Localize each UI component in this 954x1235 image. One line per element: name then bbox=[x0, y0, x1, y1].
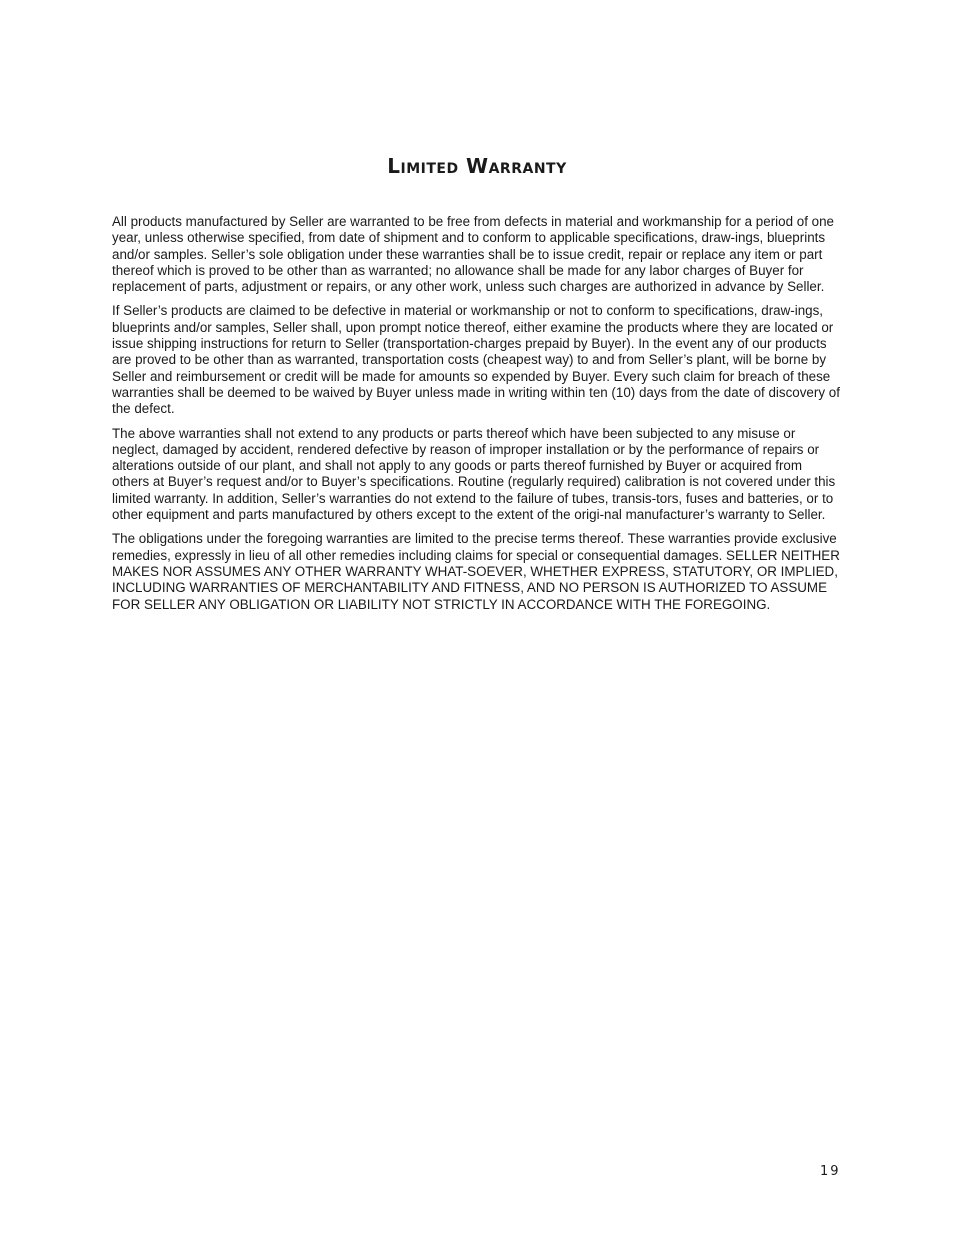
page-title: Limited Warranty bbox=[387, 154, 567, 178]
page-number: 19 bbox=[820, 1164, 841, 1179]
paragraph-2: If Seller’s products are claimed to be defective in material or workmanship or not to conform to specifications, draw-ings, blueprints and/or samples, Seller shall, upon prompt notice thereof, either examine the products where they are located or issue shipping instructions for return to Seller (transportation-charges prepaid by Buyer). In the event any of our products are proved to be other than as warranted, transportation costs (cheapest way) to and from Seller’s plant, will be borne by Seller and reimbursement or credit will be made for amounts so expended by Buyer. Every such claim for breach of these warranties shall be deemed to be waived by Buyer unless made in writing within ten (10) days from the date of discovery of the defect. bbox=[112, 303, 840, 417]
paragraph-4: The obligations under the foregoing warranties are limited to the precise terms thereof. These warranties provide exclusive remedies, expressly in lieu of all other remedies including claims for special or consequential damages. SELLER NEITHER MAKES NOR ASSUMES ANY OTHER WARRANTY WHAT-SOEVER, WHETHER EXPRESS, STATUTORY, OR IMPLIED, INCLUDING WARRANTIES OF MERCHANTABILITY AND FITNESS, AND NO PERSON IS AUTHORIZED TO ASSUME FOR SELLER ANY OBLIGATION OR LIABILITY NOT STRICTLY IN ACCORDANCE WITH THE FOREGOING. bbox=[112, 531, 840, 612]
warranty-body bbox=[112, 214, 842, 621]
paragraph-3: The above warranties shall not extend to any products or parts thereof which have been subjected to any misuse or neglect, damaged by accident, rendered defective by reason of improper installation or by the performance of repairs or alterations outside of our plant, and shall not apply to any goods or parts thereof furnished by Buyer or acquired from others at Buyer’s request and/or to Buyer’s specifications. Routine (regularly required) calibration is not covered under this limited warranty. In addition, Seller’s warranties do not extend to the failure of tubes, transis-tors, fuses and batteries, or to other equipment and parts manufactured by others except to the extent of the origi-nal manufacturer’s warranty to Seller. bbox=[112, 425, 836, 523]
paragraph-1: All products manufactured by Seller are warranted to be free from defects in material and workmanship for a period of one year, unless otherwise specified, from date of shipment and to conform to applicable specifications, draw-ings, blueprints and/or samples. Seller’s sole obligation under these warranties shall be to issue credit, repair or replace any item or part thereof which is proved to be other than as warranted; no allowance shall be made for any labor charges of Buyer for replacement of parts, adjustment or repairs, or any other work, unless such charges are authorized in advance by Seller. bbox=[112, 214, 834, 295]
